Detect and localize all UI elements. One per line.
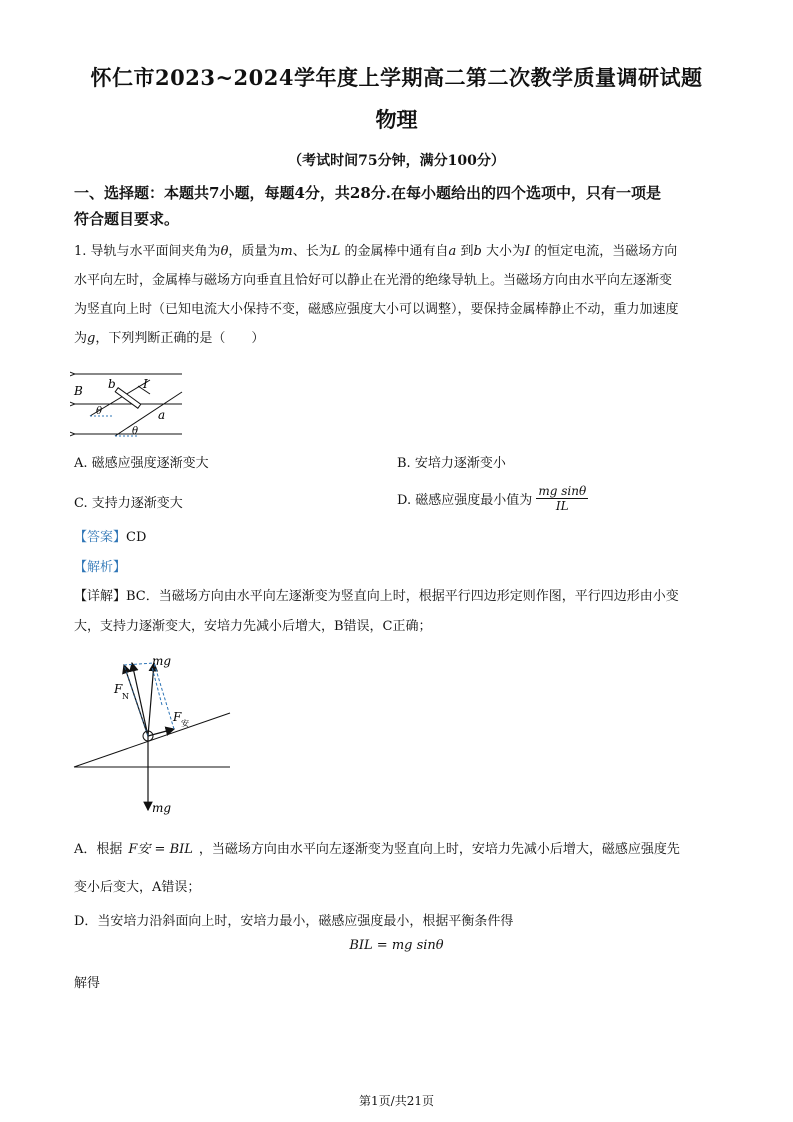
section-heading-line2: 符合题目要求。 [74,210,180,228]
equilibrium-equation: BIL = mg sinθ [349,938,444,953]
detail-a-line2: 变小后变大，A错误； [74,880,201,895]
question-1-line4: 为g，下列判断正确的是（ ） [74,331,265,346]
force-diagram [70,645,240,820]
ampere-formula: F安 = BIL [128,842,193,857]
label-theta-1: θ [96,406,103,417]
incline-line [74,713,230,767]
analysis-line [74,556,126,575]
label-a: a [158,408,166,422]
dashed-line-1 [154,663,174,729]
label-b: b [108,377,116,391]
rail-diagram [70,366,190,442]
resultant-arrow [148,663,154,736]
label-B: B [74,384,83,398]
analysis-label: 【解析】 [74,560,127,575]
label-FN-sub: N [122,692,129,701]
resultant-arrow-2 [132,663,148,736]
page-footer: 第1页/共21页 [359,1094,434,1108]
page-title: 怀仁市2023~2024学年度上学期高二第二次教学质量调研试题 [90,65,703,90]
section-heading [74,180,724,232]
question-1-line3: 为竖直向上时（已知电流大小保持不变，磁感应强度大小可以调整），要保持金属棒静止不动，重力加速度 [74,302,679,317]
detail-paragraph [74,582,724,642]
option-c: C. 支持力逐渐变大 [74,496,183,511]
label-FN: F [114,682,123,696]
detail-line1: 【详解】BC．当磁场方向由水平向左逐渐变为竖直向上时，根据平行四边形定则作图，平行四边形由小变 [74,589,679,604]
answer-line [74,526,146,545]
label-Fan-sub: 安 [181,719,189,728]
option-d-fraction: $\frac{\text{mg sinθ}}{IL}$ [538,484,587,513]
option-a: A. 磁感应强度逐渐变大 [74,456,209,471]
detail-a-line1: A．根据 F安 = BIL ，当磁场方向由水平向左逐渐变为竖直向上时，安培力先减小后增大，磁感应强度先 [74,842,680,857]
label-mg-top: mg [152,654,172,668]
detail-line2: 大，支持力逐渐变大，安培力先减小后增大，B错误，C正确； [74,619,432,634]
solve-label: 解得 [74,976,101,991]
label-I: I [143,377,148,391]
question-1-line1: 1. 导轨与水平面间夹角为θ，质量为m、长为L 的金属棒中通有自a 到b 大小为I 的恒定电流，当磁场方向 [74,244,678,259]
label-theta-2: θ [132,426,139,437]
answer-label: 【答案】 [74,530,127,545]
question-1-line2: 水平向左时，金属棒与磁场方向垂直且恰好可以静止在光滑的绝缘导轨上。当磁场方向由水平向左逐渐变 [74,273,673,288]
subject-title: 物理 [375,107,418,132]
label-Fan: F [173,710,182,724]
section-heading-line1: 一、选择题：本题共7小题，每题4分，共28分.在每小题给出的四个选项中，只有一项是 [74,184,661,202]
magnetic-field-lines [74,374,182,434]
detail-d-line: D．当安培力沿斜面向上时，安培力最小，磁感应强度最小，根据平衡条件得 [74,914,514,929]
option-d: D. 磁感应强度最小值为 $\frac{\text{mg sinθ}}{IL}$ [397,484,587,513]
option-b: B. 安培力逐渐变小 [397,456,506,471]
label-mg-bottom: mg [152,801,172,815]
question-1-stem [74,240,724,351]
exam-info: （考试时间75分钟，满分100分） [288,153,505,169]
answer-value: CD [126,530,147,545]
dashed-line-2 [124,663,154,665]
